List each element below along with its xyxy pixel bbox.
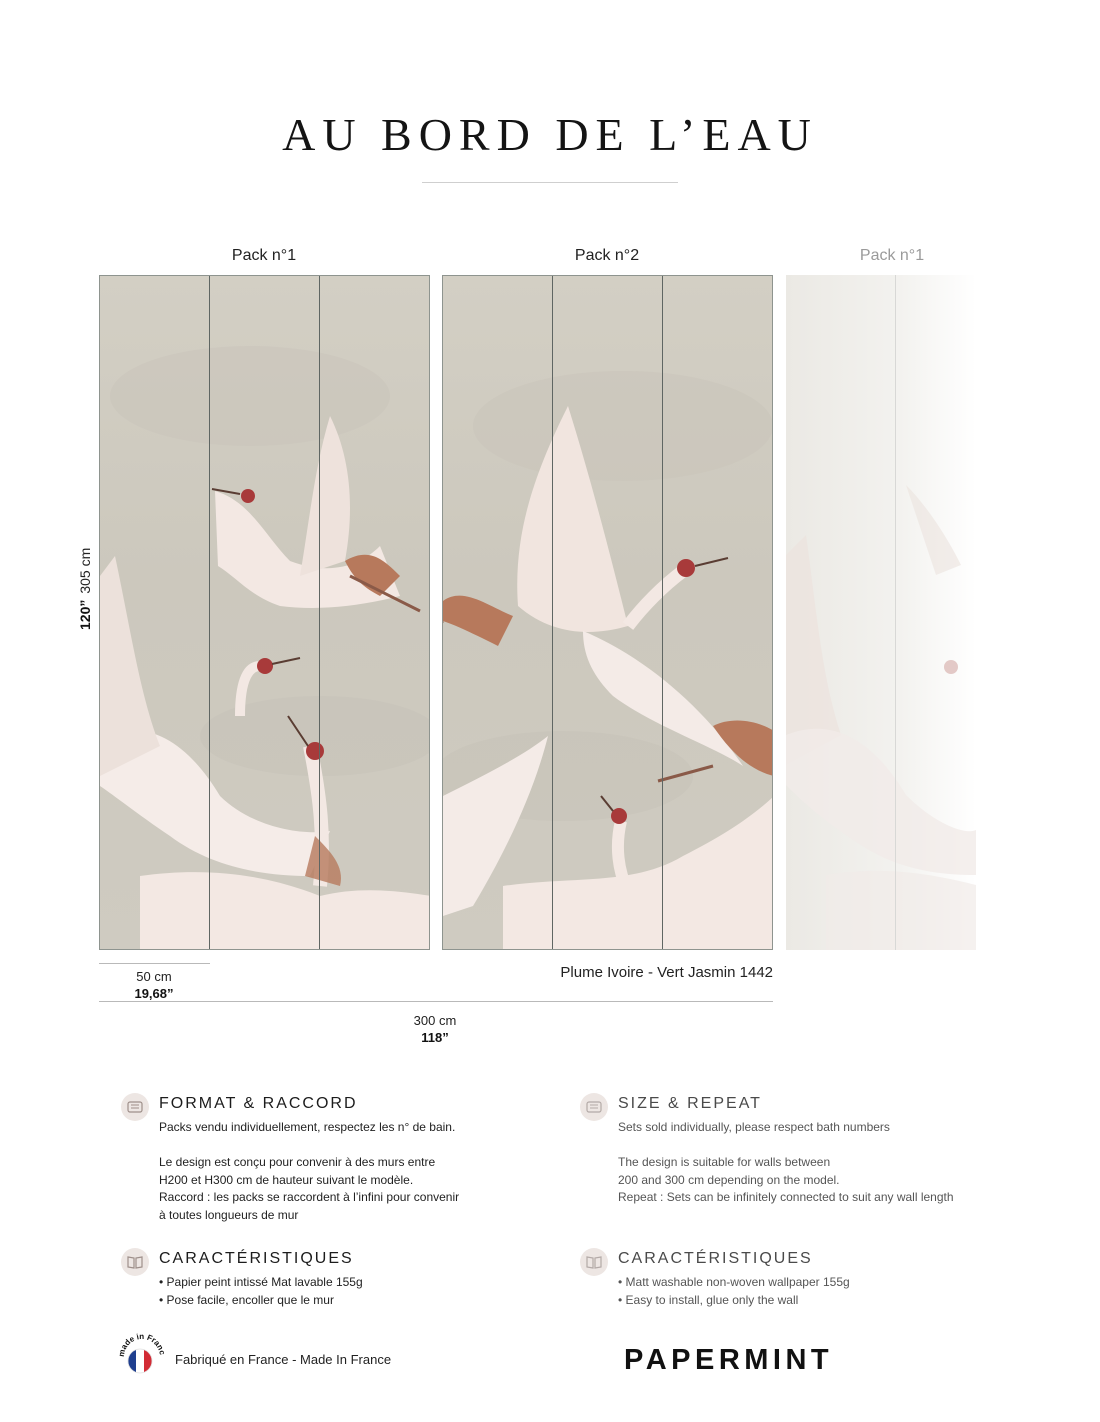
characteristics-text-fr: [159, 1274, 363, 1309]
strip-divider: [662, 276, 663, 949]
svg-text:made in France: ade in Franc: [119, 1333, 166, 1356]
wallpaper-panel-pack-1: [99, 275, 430, 950]
height-cm: 305 cm: [77, 547, 93, 594]
crane-artwork-pack-2: [443, 276, 773, 950]
colorway-label: Plume Ivoire - Vert Jasmin 1442: [560, 964, 773, 981]
characteristics-section-en: [580, 1248, 1000, 1308]
strip-divider: [895, 275, 896, 950]
roll-icon: [121, 1093, 149, 1121]
total-width-inch: 118”: [421, 1030, 449, 1045]
crane-artwork-repeat: [786, 275, 976, 950]
info-line: Sets sold individually, please respect bath numbers: [618, 1120, 890, 1134]
pack-label-repeat: Pack n°1: [859, 247, 925, 264]
strip-width-inch: 19,68”: [134, 986, 174, 1001]
size-repeat-text: [618, 1119, 954, 1207]
strip-divider: [552, 276, 553, 949]
info-line: Raccord : les packs se raccordent à l’infini pour convenir: [159, 1190, 460, 1204]
characteristics-heading-en: CARACTÉRISTIQUES: [618, 1250, 813, 1267]
strip-width-line: [99, 963, 210, 964]
info-line: The design is suitable for walls between: [618, 1155, 831, 1169]
brand-logo: PAPERMINT: [624, 1344, 834, 1376]
format-raccord-text: [159, 1119, 459, 1224]
title-divider: [422, 182, 678, 183]
info-gap: [159, 1137, 459, 1155]
strip-width-cm: 50 cm: [136, 969, 172, 984]
strip-divider: [319, 276, 320, 949]
info-line: • Papier peint intissé Mat lavable 155g: [159, 1275, 363, 1289]
made-in-france-text: Fabriqué en France - Made In France: [175, 1352, 392, 1367]
crane-artwork-pack-1: [100, 276, 430, 950]
size-repeat-section: [580, 1093, 1020, 1223]
wallpaper-panel-pack-2: [442, 275, 773, 950]
characteristics-heading-fr: CARACTÉRISTIQUES: [159, 1250, 354, 1267]
size-repeat-heading: SIZE & REPEAT: [618, 1095, 762, 1112]
total-width-cm: 300 cm: [413, 1013, 457, 1028]
info-line: Le design est conçu pour convenir à des murs entre: [159, 1155, 436, 1169]
height-dimension: [42, 547, 93, 650]
info-line: • Pose facile, encoller que le mur: [159, 1292, 334, 1307]
pack-label-1: Pack n°1: [231, 247, 297, 264]
info-line: • Matt washable non-woven wallpaper 155g: [618, 1275, 850, 1289]
page-title: AU BORD DE L’EAU: [282, 109, 818, 160]
wallpaper-panel-repeat-preview: [786, 275, 976, 950]
pack-label-2: Pack n°2: [574, 247, 640, 264]
info-gap: [618, 1137, 954, 1155]
characteristics-section-fr: [121, 1248, 541, 1308]
height-inch: 120”: [77, 599, 93, 630]
strip-divider: [209, 276, 210, 949]
book-icon: [121, 1248, 149, 1276]
roll-icon: [580, 1093, 608, 1121]
format-raccord-heading: FORMAT & RACCORD: [159, 1095, 358, 1112]
info-line: à toutes longueurs de mur: [159, 1207, 299, 1222]
info-line: Packs vendu individuellement, respectez les n° de bain.: [159, 1120, 456, 1134]
characteristics-text-en: [618, 1274, 850, 1309]
format-raccord-section: [121, 1093, 541, 1223]
info-line: • Easy to install, glue only the wall: [618, 1292, 799, 1307]
book-icon: [580, 1248, 608, 1276]
info-line: Repeat : Sets can be infinitely connected to suit any wall length: [618, 1190, 954, 1204]
made-in-france-badge: [118, 1333, 166, 1383]
total-width-line: [99, 1001, 773, 1002]
info-line: 200 and 300 cm depending on the model.: [618, 1172, 840, 1187]
info-line: H200 et H300 cm de hauteur suivant le modèle.: [159, 1172, 414, 1187]
france-flag-icon: [118, 1333, 166, 1383]
